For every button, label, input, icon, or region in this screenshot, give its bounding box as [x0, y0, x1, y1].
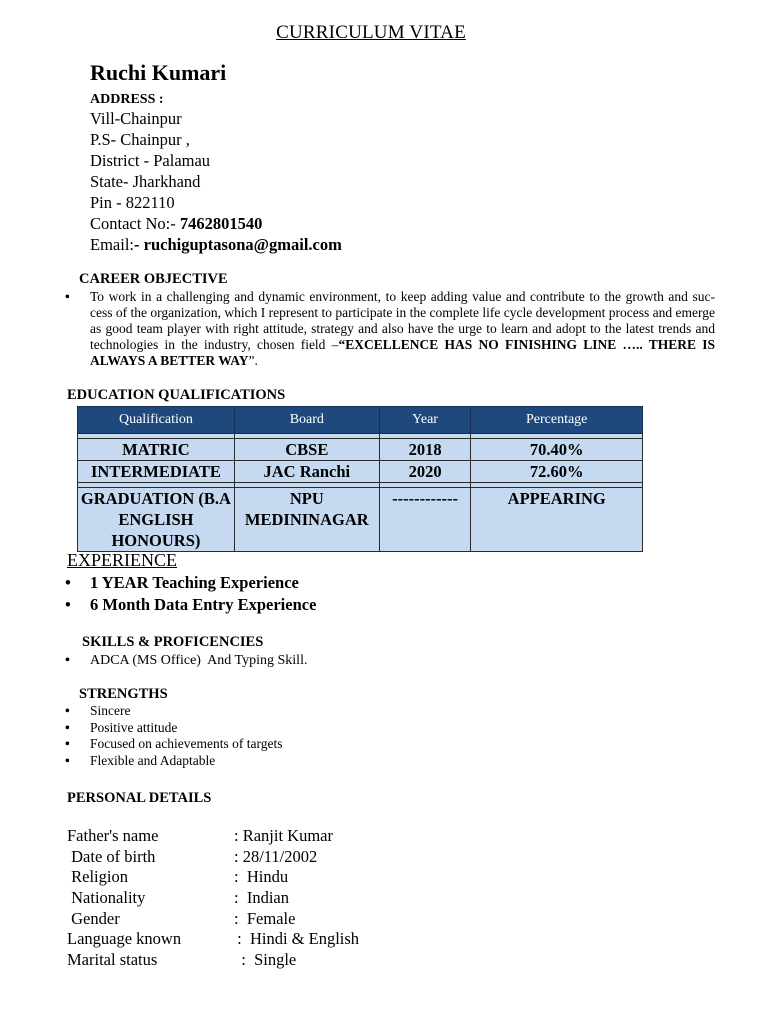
- table-cell: MATRIC: [78, 439, 235, 461]
- detail-value: : Hindi & English: [233, 929, 360, 949]
- detail-value: : Hindu: [234, 867, 289, 887]
- skills-list: [67, 653, 307, 669]
- document-title: CURRICULUM VITAE: [276, 22, 466, 43]
- table-cell: JAC Ranchi: [234, 461, 379, 483]
- detail-label: Marital status: [67, 950, 158, 970]
- table-row: [78, 439, 643, 461]
- column-header: Percentage: [471, 407, 643, 434]
- list-item: • 6 Month Data Entry Experience: [67, 594, 316, 616]
- table-cell: APPEARING: [471, 488, 643, 552]
- skills-heading: SKILLS & PROFICENCIES: [82, 634, 264, 650]
- table-cell: CBSE: [234, 439, 379, 461]
- table-header-row: [78, 407, 643, 434]
- contact-line: [90, 213, 342, 234]
- detail-label: Religion: [67, 867, 128, 887]
- address-line: P.S- Chainpur ,: [90, 130, 190, 149]
- career-objective-heading: CAREER OBJECTIVE: [79, 271, 228, 287]
- list-item: • Flexible and Adaptable: [67, 753, 282, 770]
- education-heading: EDUCATION QUALIFICATIONS: [67, 387, 286, 403]
- address-line: Vill-Chainpur: [90, 109, 182, 128]
- table-cell: INTERMEDIATE: [78, 461, 235, 483]
- email-label: Email:: [90, 235, 134, 254]
- column-header: Year: [379, 407, 471, 434]
- list-item: • Sincere: [67, 703, 282, 720]
- address-block: [90, 108, 342, 255]
- list-item: • 1 YEAR Teaching Experience: [67, 572, 316, 594]
- column-header: Board: [234, 407, 379, 434]
- experience-heading: EXPERIENCE: [67, 550, 177, 570]
- table-row: [78, 488, 643, 552]
- list-item: • Positive attitude: [67, 720, 282, 737]
- experience-list: [67, 572, 316, 616]
- detail-label: Date of birth: [67, 846, 156, 866]
- contact-label: Contact No:-: [90, 214, 180, 233]
- table-cell: 70.40%: [471, 439, 643, 461]
- list-item: [67, 289, 715, 369]
- detail-label: Gender: [67, 908, 120, 928]
- detail-label: Language known: [67, 929, 182, 949]
- detail-label: Father's name: [67, 826, 159, 845]
- column-header: Qualification: [78, 407, 235, 434]
- candidate-name: Ruchi Kumari: [90, 60, 227, 85]
- address-line: Pin - 822110: [90, 193, 175, 212]
- detail-value: : Ranjit Kumar: [234, 826, 333, 845]
- detail-value: : Indian: [234, 888, 289, 908]
- email-address: - ruchiguptasona@gmail.com: [134, 235, 342, 254]
- detail-value: : 28/11/2002: [234, 846, 318, 866]
- table-cell: GRADUATION (B.A ENGLISH HONOURS): [78, 488, 235, 552]
- career-text: To work in a challenging and dynamic environment, to keep adding value and contribute to the growth and suc-cess of the organization, which I represent to participate in the complete life cycle development process and emerge as good team player with right attitude, strategy and also have the urge to learn and adopt to the latest trends and technologies in the industry, chosen field –: [90, 289, 715, 352]
- strengths-list: [67, 703, 282, 769]
- address-line: District - Palamau: [90, 151, 211, 170]
- table-cell: NPU MEDININAGAR: [234, 488, 379, 552]
- strengths-heading: STRENGTHS: [79, 686, 168, 702]
- list-item: • Focused on achievements of targets: [67, 736, 282, 753]
- email-line: [90, 234, 342, 255]
- table-cell: 2020: [379, 461, 471, 483]
- career-objective-text: [67, 289, 715, 369]
- table-cell: 2018: [379, 439, 471, 461]
- detail-value: : Female: [234, 908, 296, 928]
- career-quote: “EXCELLENCE HAS NO FINISHING LINE ….. THERE IS ALWAYS A BETTER WAY: [90, 337, 716, 368]
- list-item: • ADCA (MS Office) And Typing Skill.: [67, 653, 307, 669]
- table-cell: ------------: [379, 488, 471, 552]
- detail-label: Nationality: [67, 888, 146, 908]
- address-label: ADDRESS :: [90, 92, 164, 107]
- table-cell: 72.60%: [471, 461, 643, 483]
- education-table: [77, 406, 643, 552]
- address-line: State- Jharkhand: [90, 172, 201, 191]
- personal-details-heading: PERSONAL DETAILS: [67, 790, 212, 806]
- career-quote-end: ”.: [248, 353, 258, 368]
- table-row: [78, 461, 643, 483]
- contact-number: 7462801540: [179, 214, 263, 233]
- detail-value: : Single: [233, 950, 297, 970]
